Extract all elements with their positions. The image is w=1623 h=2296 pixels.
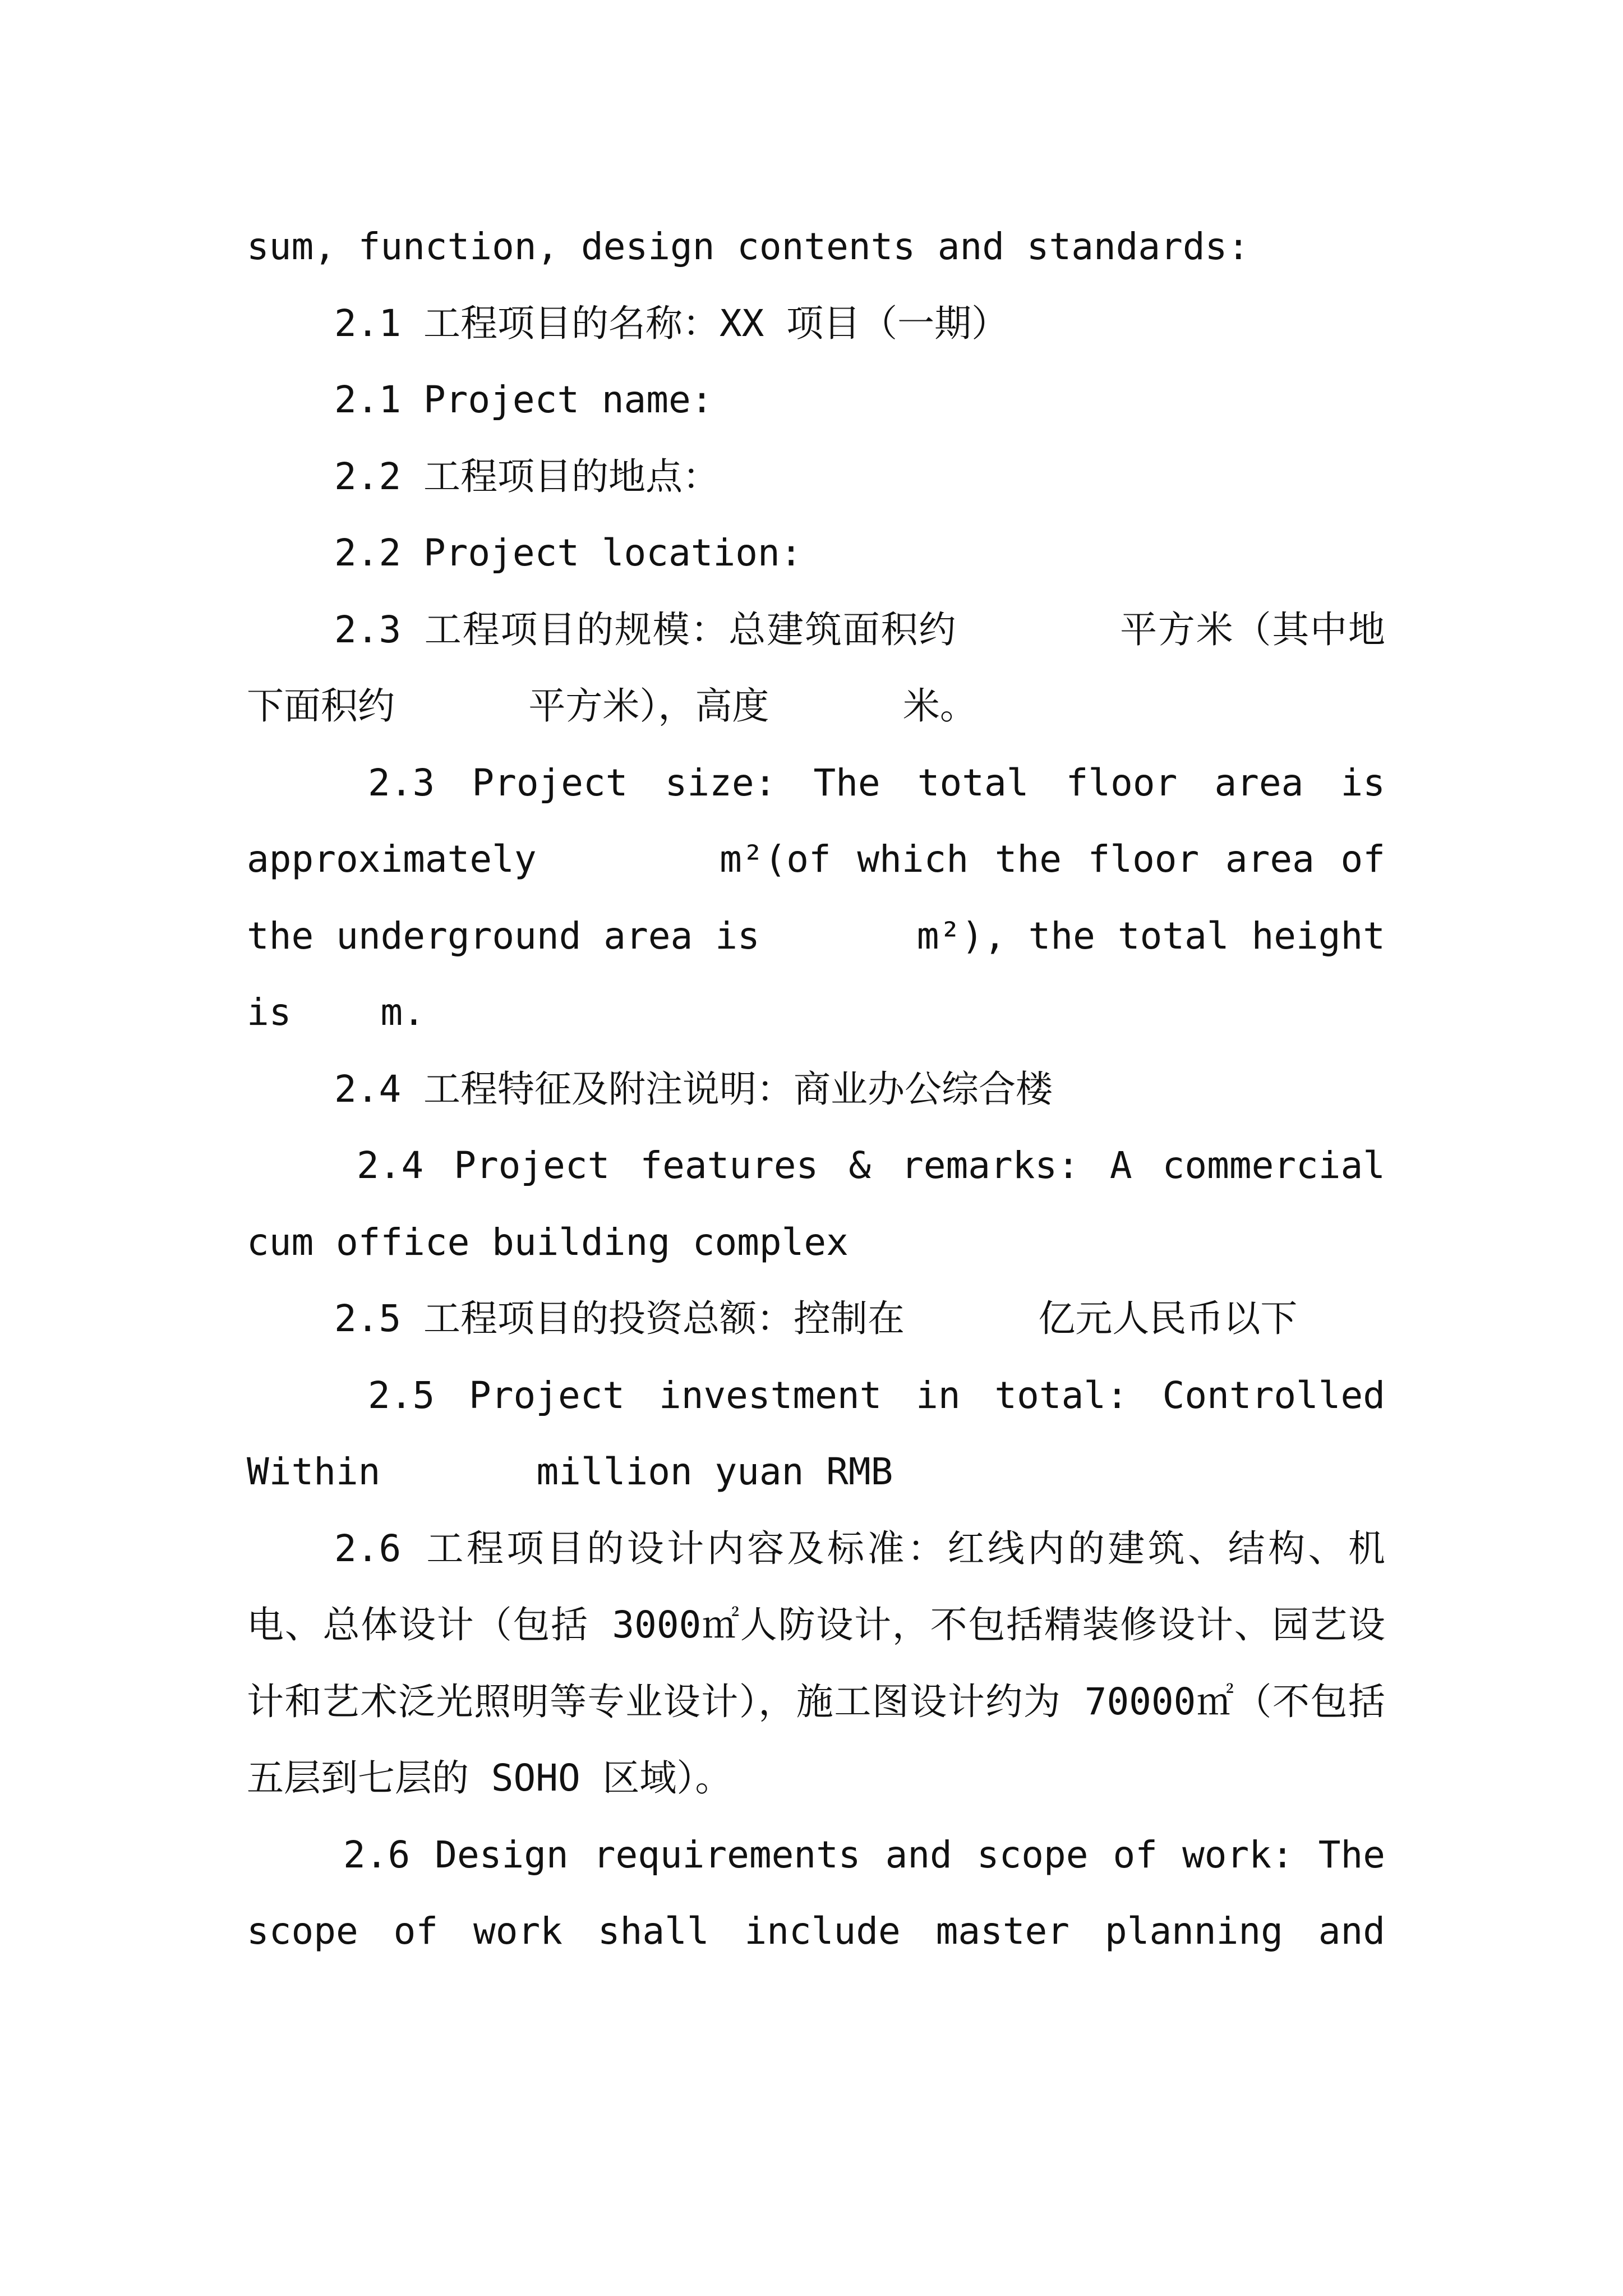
- paragraph-project-name-cn: 2.1 工程项目的名称：XX 项目（一期）: [334, 301, 1009, 345]
- paragraph-continuation: sum, function, design contents and standards:: [247, 225, 1250, 268]
- document-body: [247, 209, 1408, 1970]
- paragraph-project-size-cn: 2.3 工程项目的规模：总建筑面积约 平方米（其中地下面积约 平方米），高度 米。: [247, 608, 1385, 728]
- paragraph-project-features-cn: 2.4 工程特征及附注说明：商业办公综合楼: [334, 1067, 1053, 1111]
- paragraph-design-requirements-en: 2.6 Design requirements and scope of work: The scope of work shall include master planning and: [247, 1833, 1408, 1953]
- paragraph-project-size-en: 2.3 Project size: The total floor area is approximately m²(of which the floor area of the underground area is m²), the total height is m.: [247, 761, 1408, 1034]
- paragraph-design-contents-cn: 2.6 工程项目的设计内容及标准：红线内的建筑、结构、机电、总体设计（包括 3000㎡人防设计，不包括精装修设计、园艺设计和艺术泛光照明等专业设计），施工图设计约为 70000㎡（不包括五层到七层的 SOHO 区域）。: [247, 1526, 1385, 1800]
- paragraph-project-name-en: 2.1 Project name:: [334, 378, 713, 421]
- paragraph-project-location-en: 2.2 Project location:: [334, 531, 803, 574]
- paragraph-project-investment-en: 2.5 Project investment in total: Controlled Within million yuan RMB: [247, 1373, 1408, 1493]
- paragraph-project-features-en: 2.4 Project features & remarks: A commercial cum office building complex: [247, 1144, 1408, 1264]
- paragraph-project-location-cn: 2.2 工程项目的地点：: [334, 454, 720, 498]
- paragraph-project-investment-cn: 2.5 工程项目的投资总额：控制在 亿元人民币以下: [334, 1297, 1298, 1340]
